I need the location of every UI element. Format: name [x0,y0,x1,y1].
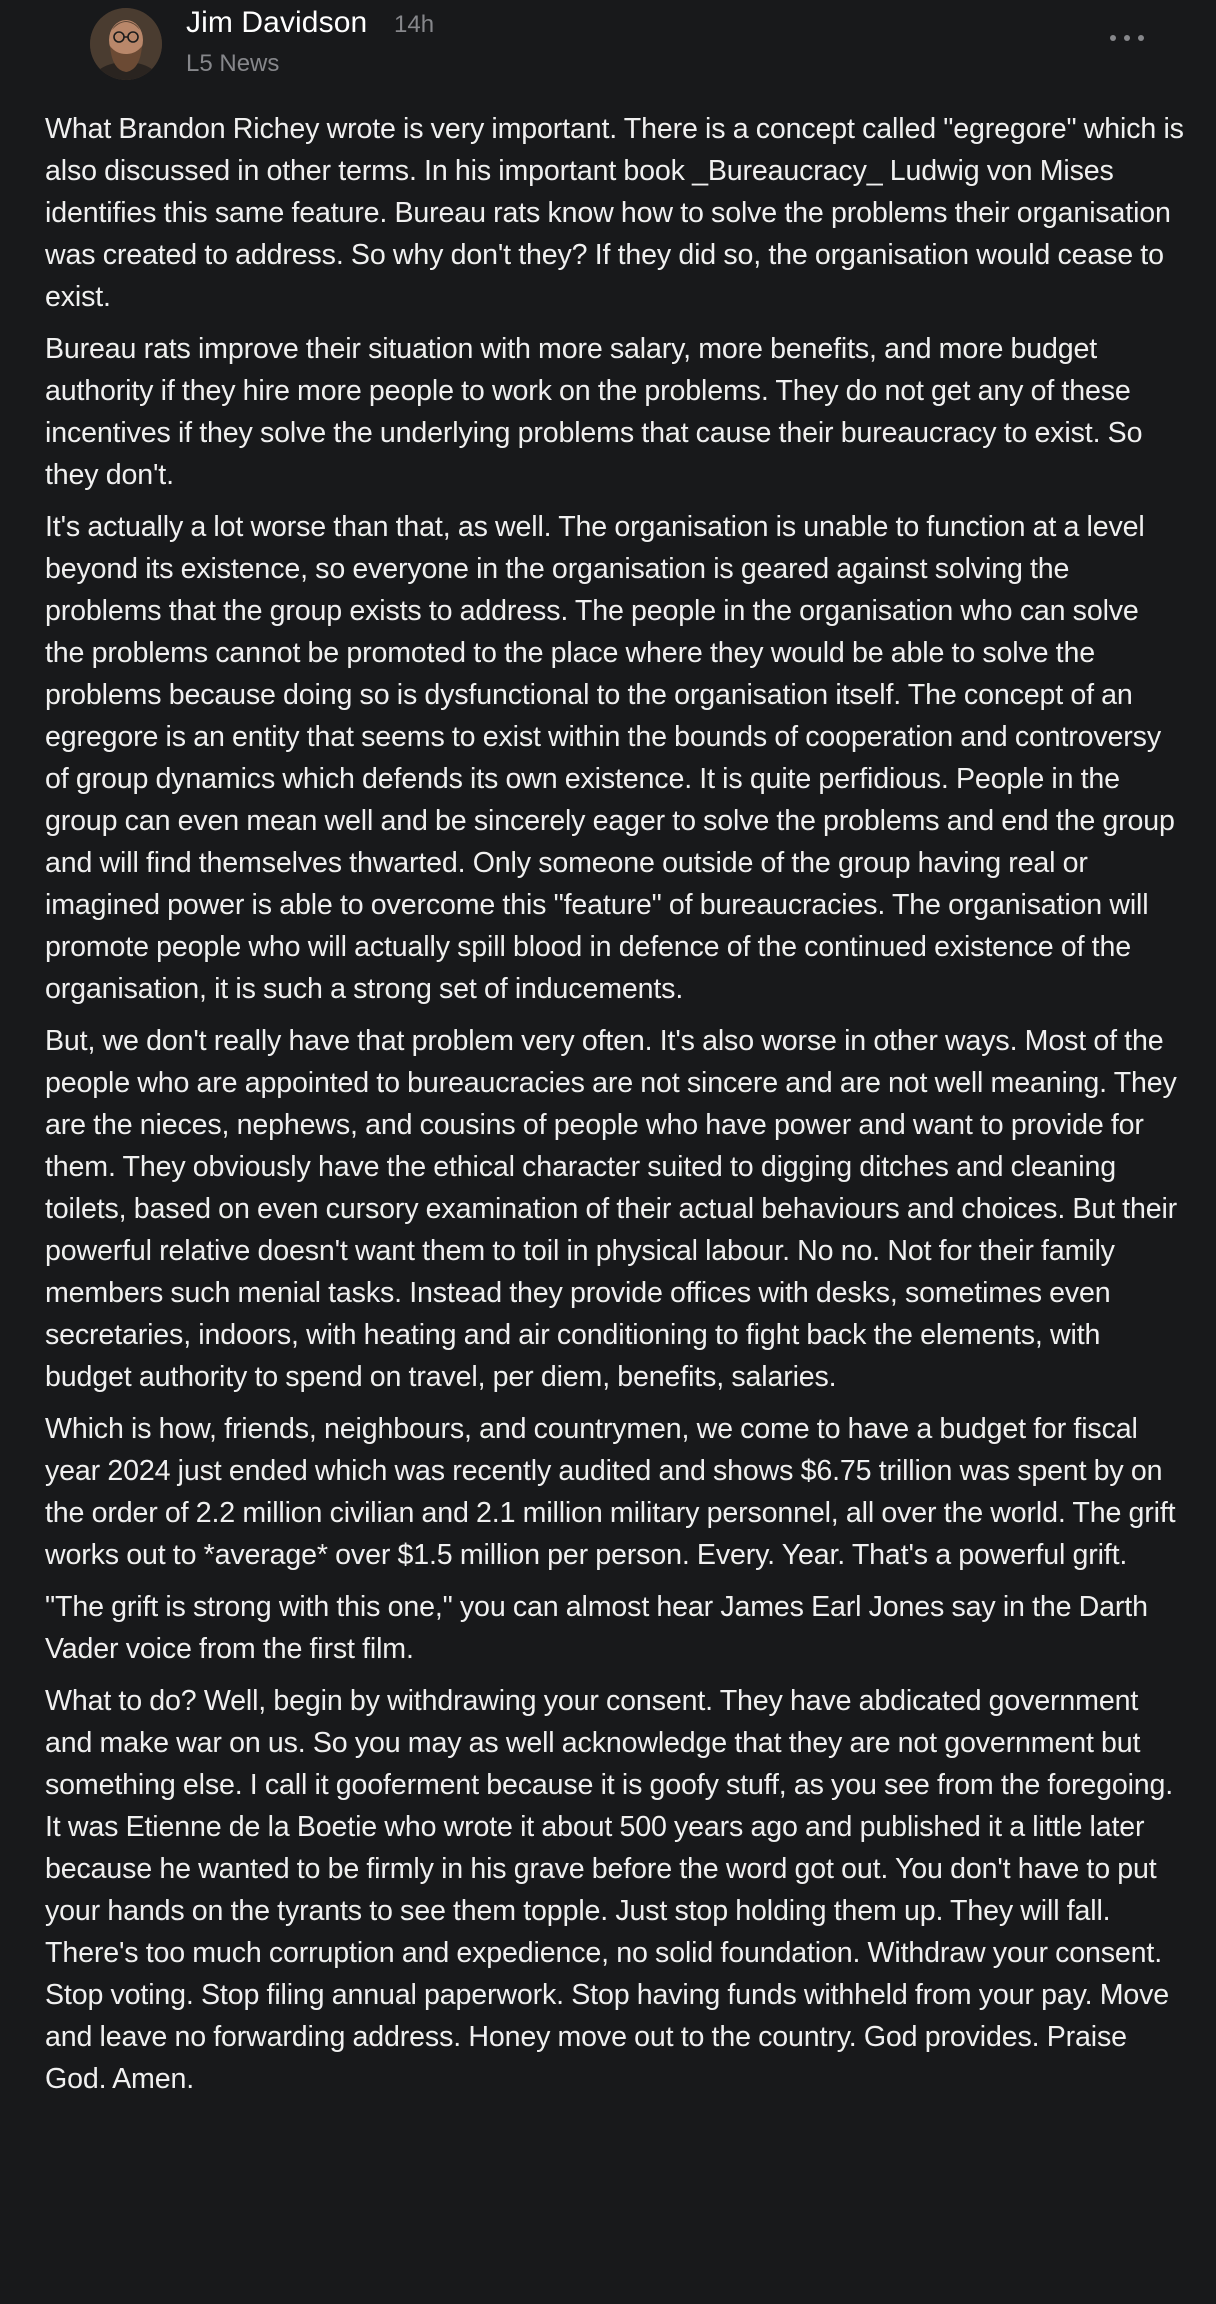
post-header [45,0,1180,96]
dot [1138,35,1144,41]
post-timestamp: 14h [394,11,435,38]
post-paragraph: But, we don't really have that problem very often. It's also worse in other ways. Most of the people who are appointed to bureaucracies are not sincere and are not well meaning. They are the nieces, nephews, and cousins of people who have power and want to provide for them. They obviously have the ethical character suited to digging ditches and cleaning toilets, based on even cursory examination of their actual behaviours and choices. But their powerful relative doesn't want them to toil in physical labour. No no. Not for their family members such menial tasks. Instead they provide offices with desks, sometimes even secretaries, indoors, with heating and air conditioning to fight back the elements, with budget authority to spend on travel, per diem, benefits, salaries. [45,1025,1178,1393]
post-paragraph: What Brandon Richey wrote is very important. There is a concept called "egregore" which is also discussed in other terms. In his important book _Bureaucracy_ Ludwig von Mises identifies this same feature. Bureau rats know how to solve the problems their organisation was created to address. So why don't they? If they did so, the organisation would cease to exist. [45,113,1184,313]
post-body [45,108,1185,2110]
post-paragraph: Bureau rats improve their situation with more salary, more benefits, and more budget authority if they hire more people to work on the problems. They do not get any of these incentives if they solve the underlying problems that cause their bureaucracy to exist. So they don't. [45,333,1143,491]
more-options-icon[interactable] [1110,32,1144,44]
post-paragraph: What to do? Well, begin by withdrawing your consent. They have abdicated government and make war on us. So you may as well acknowledge that they are not government but something else. I call it gooferment because it is goofy stuff, as you see from the foregoing. It was Etienne de la Boetie who wrote it about 500 years ago and published it a little later because he wanted to be firmly in his grave before the word got out. You don't have to put your hands on the tyrants to see them topple. Just stop holding them up. They will fall. There's too much corruption and expedience, no solid foundation. Withdraw your consent. Stop voting. Stop filing annual paperwork. Stop having funds withheld from your pay. Move and leave no forwarding address. Honey move out to the country. God provides. Praise God. Amen. [45,1685,1174,2095]
dot [1124,35,1130,41]
post-paragraph: "The grift is strong with this one," you can almost hear James Earl Jones say in the Darth Vader voice from the first film. [45,1591,1148,1665]
post-paragraph: It's actually a lot worse than that, as well. The organisation is unable to function at a level beyond its existence, so everyone in the organisation is geared against solving the problems that the group exists to address. The people in the organisation who can solve the problems cannot be promoted to the place where they would be able to solve the problems because doing so is dysfunctional to the organisation itself. The concept of an egregore is an entity that seems to exist within the bounds of cooperation and controversy of group dynamics which defends its own existence. It is quite perfidious. People in the group can even mean well and be sincerely eager to solve the problems and end the group and will find themselves thwarted. Only someone outside of the group having real or imagined power is able to overcome this "feature" of bureaucracies. The organisation will promote people who will actually spill blood in defence of the continued existence of the organisation, it is such a strong set of inducements. [45,511,1175,1005]
post-paragraph: Which is how, friends, neighbours, and countrymen, we come to have a budget for fiscal year 2024 just ended which was recently audited and shows $6.75 trillion was spent by on the order of 2.2 million civilian and 2.1 million military personnel, all over the world. The grift works out to *average* over $1.5 million per person. Every. Year. That's a powerful grift. [45,1413,1176,1571]
community-name[interactable]: L5 News [186,50,280,77]
avatar-image [90,8,162,80]
dot [1110,35,1116,41]
author-name[interactable]: Jim Davidson [186,6,368,39]
author-avatar[interactable] [90,8,162,80]
